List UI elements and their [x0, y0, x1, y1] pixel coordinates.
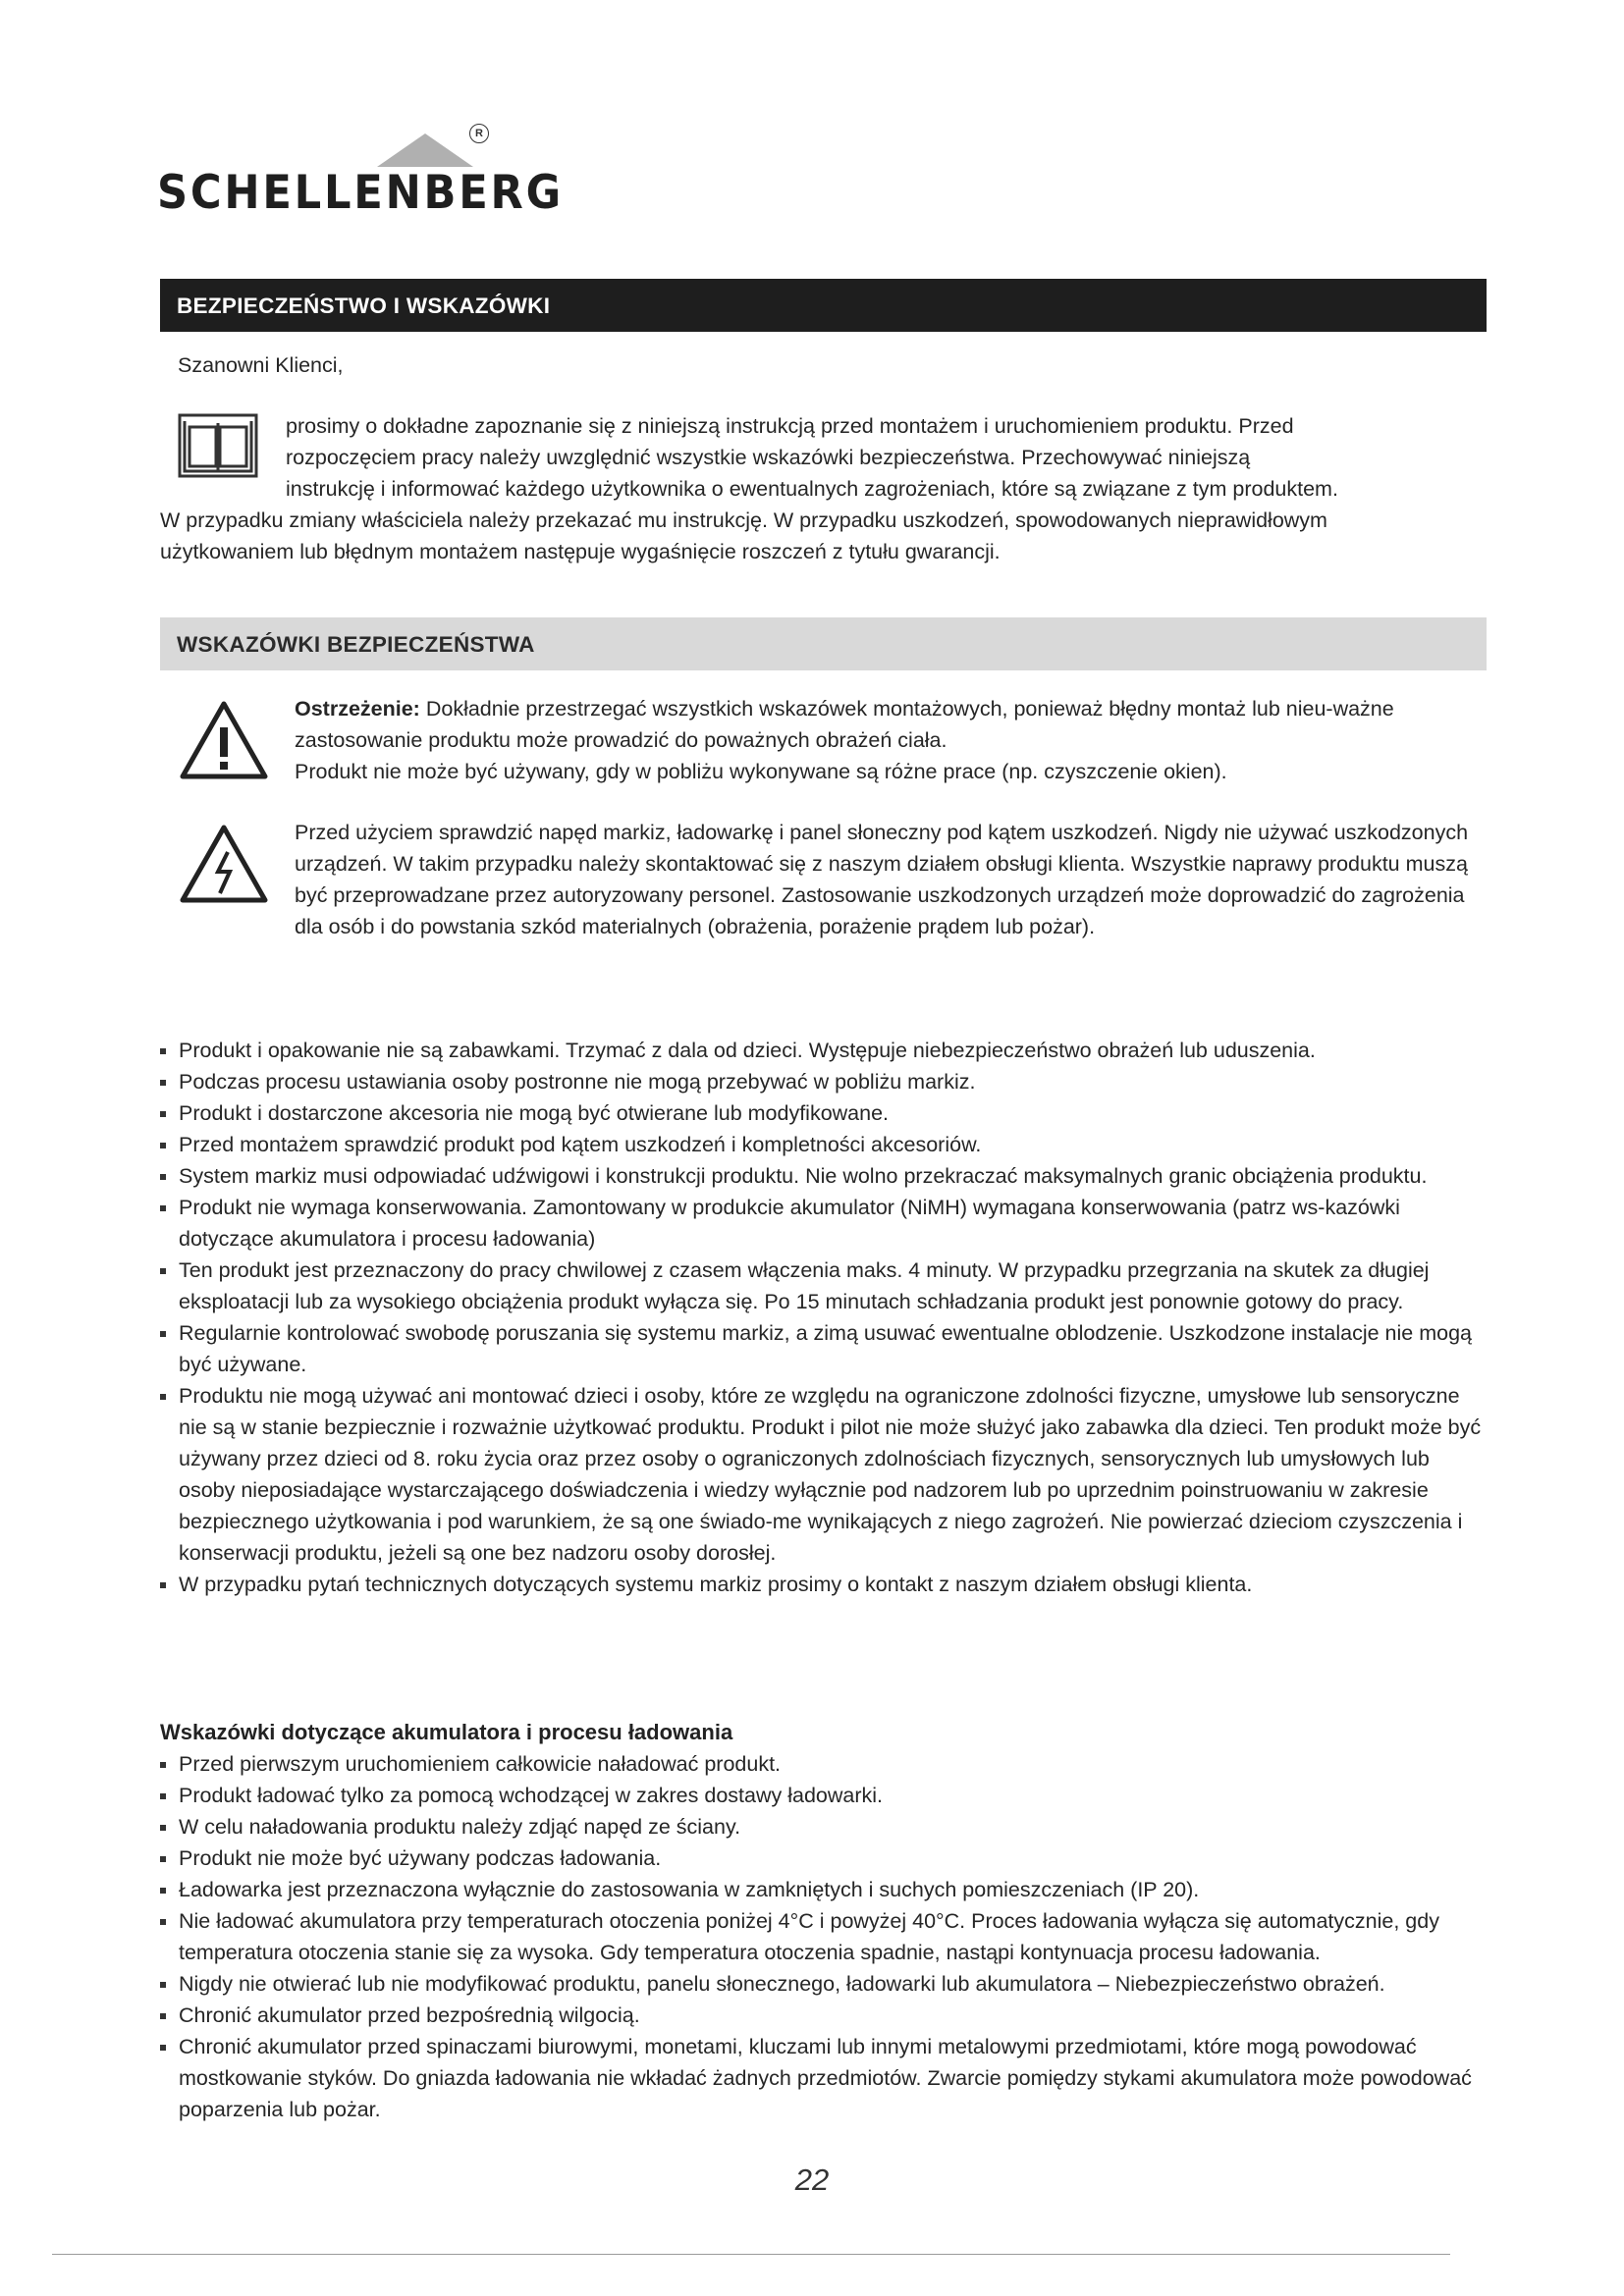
- section-header-safety: [160, 279, 1487, 332]
- list-item: Produkt i dostarczone akcesoria nie mogą być otwierane lub modyfikowane.: [160, 1097, 1488, 1129]
- section-header-safety-notes: [160, 617, 1487, 670]
- list-item: Produkt nie wymaga konserwowania. Zamontowany w produkcie akumulator (NiMH) wymagana konserwowania (patrz ws-kazówki dotyczące akumulatora i procesu ładowania): [160, 1192, 1488, 1255]
- warning-text-2: Produkt nie może być używany, gdy w pobliżu wykonywane są różne prace (np. czyszczenie okien).: [295, 760, 1227, 783]
- list-item: Podczas procesu ustawiania osoby postronne nie mogą przebywać w pobliżu markiz.: [160, 1066, 1488, 1097]
- list-item: Nigdy nie otwierać lub nie modyfikować produktu, panelu słonecznego, ładowarki lub akumulatora – Niebezpieczeństwo obrażeń.: [160, 1968, 1488, 2000]
- list-item: Produkt ładować tylko za pomocą wchodzącej w zakres dostawy ładowarki.: [160, 1780, 1488, 1811]
- warning-triangle-icon: [179, 699, 269, 781]
- list-item: Ten produkt jest przeznaczony do pracy chwilowej z czasem włączenia maks. 4 minuty. W przypadku przegrzania na skutek za długiej eksploatacji lub za wysokiego obciążenia produkt wyłącza się. Po 15 minutach schładzania produkt jest ponownie gotowy do pracy.: [160, 1255, 1488, 1317]
- intro-line-3: instrukcję i informować każdego użytkownika o ewentualnych zagrożeniach, które są związane z tym produktem.: [286, 477, 1338, 501]
- list-item: Regularnie kontrolować swobodę poruszania się systemu markiz, a zimą usuwać ewentualne oblodzenie. Uszkodzone instalacje nie mogą być używane.: [160, 1317, 1488, 1380]
- list-item: Nie ładować akumulatora przy temperaturach otoczenia poniżej 4°C i powyżej 40°C. Proces ładowania wyłącza się automatycznie, gdy temperatura otoczenia stanie się za wysoka. Gdy temperatura otoczenia spadnie, nastąpi kontynuacja procesu ładowania.: [160, 1905, 1488, 1968]
- warning-label: Ostrzeżenie:: [295, 697, 420, 721]
- list-item: Produktu nie mogą używać ani montować dzieci i osoby, które ze względu na ograniczone zdolności fizyczne, umysłowe lub sensoryczne nie są w stanie bezpiecznie i rozważnie użytkować produktu. Produkt i pilot nie może służyć jako zabawka dla dzieci. Ten produkt może być używany przez dzieci od 8. roku życia oraz przez osoby o ograniczonych zdolnościach fizycznych, sensorycznych lub umysłowych lub osoby nieposiadające wystarczającego doświadczenia i wiedzy wyłącznie pod nadzorem lub po uprzednim poinstruowaniu w zakresie bezpiecznego użytkowania i pod warunkiem, że są one świado-me wynikających z niego zagrożeń. Nie powierzać dzieciom czyszczenia i konserwacji produktu, jeżeli są one bez nadzoru osoby dorosłej.: [160, 1380, 1488, 1569]
- warning-text: Dokładnie przestrzegać wszystkich wskazówek montażowych, ponieważ błędny montaż lub nieu-ważne zastosowanie produktu może prowadzić do poważnych obrażeń ciała.: [295, 697, 1394, 752]
- registered-trademark-icon: R: [469, 124, 489, 143]
- roof-logo-icon: [377, 133, 473, 167]
- safety-bullet-list: [160, 1035, 1488, 1600]
- greeting: Szanowni Klienci,: [178, 353, 344, 377]
- list-item: W celu naładowania produktu należy zdjąć napęd ze ściany.: [160, 1811, 1488, 1842]
- brand-name: SCHELLENBERG: [157, 166, 564, 220]
- intro-line-1: prosimy o dokładne zapoznanie się z niniejszą instrukcją przed montażem i uruchomieniem produktu. Przed: [286, 414, 1294, 438]
- list-item: Chronić akumulator przed bezpośrednią wilgocią.: [160, 2000, 1488, 2031]
- warning-paragraph: [295, 693, 1473, 756]
- list-item: Ładowarka jest przeznaczona wyłącznie do zastosowania w zamkniętych i suchych pomieszczeniach (IP 20).: [160, 1874, 1488, 1905]
- battery-bullet-list: [160, 1748, 1488, 2125]
- page-number: 22: [794, 2163, 830, 2197]
- list-item: Przed pierwszym uruchomieniem całkowicie naładować produkt.: [160, 1748, 1488, 1780]
- list-item: Przed montażem sprawdzić produkt pod kątem uszkodzeń i kompletności akcesoriów.: [160, 1129, 1488, 1160]
- electric-hazard-icon: [179, 823, 269, 905]
- open-book-icon: [178, 413, 258, 478]
- list-item: System markiz musi odpowiadać udźwigowi i konstrukcji produktu. Nie wolno przekraczać maksymalnych granic obciążenia produktu.: [160, 1160, 1488, 1192]
- list-item: Produkt i opakowanie nie są zabawkami. Trzymać z dala od dzieci. Występuje niebezpieczeństwo obrażeń lub uduszenia.: [160, 1035, 1488, 1066]
- brand-logo: [157, 124, 564, 222]
- intro-line-2: rozpoczęciem pracy należy uwzględnić wszystkie wskazówki bezpieczeństwa. Przechowywać niniejszą: [286, 446, 1251, 469]
- intro-line-4: W przypadku zmiany właściciela należy przekazać mu instrukcję. W przypadku uszkodzeń, spowodowanych nieprawidłowym: [160, 508, 1327, 532]
- electric-hazard-text: Przed użyciem sprawdzić napęd markiz, ładowarkę i panel słoneczny pod kątem uszkodzeń. Nigdy nie używać uszkodzonych urządzeń. W takim przypadku należy skontaktować się z naszym działem obsługi klienta. Wszystkie naprawy produktu muszą być przeprowadzane przez autoryzowany personel. Zastosowanie uszkodzonych urządzeń może doprowadzić do zagrożenia dla osób i do powstania szkód materialnych (obrażenia, porażenie prądem lub pożar).: [295, 821, 1469, 938]
- list-item: W przypadku pytań technicznych dotyczących systemu markiz prosimy o kontakt z naszym działem obsługi klienta.: [160, 1569, 1488, 1600]
- section-title: BEZPIECZEŃSTWO I WSKAZÓWKI: [177, 294, 551, 318]
- footer-divider: [52, 2254, 1450, 2255]
- intro-line-5: użytkowaniem lub błędnym montażem następuje wygaśnięcie roszczeń z tytułu gwarancji.: [160, 540, 1001, 563]
- section-title: WSKAZÓWKI BEZPIECZEŃSTWA: [177, 632, 535, 657]
- list-item: Chronić akumulator przed spinaczami biurowymi, monetami, kluczami lub innymi metalowymi przedmiotami, które mogą powodować mostkowanie styków. Do gniazda ładowania nie wkładać żadnych przedmiotów. Zwarcie pomiędzy stykami akumulatora może powodować poparzenia lub pożar.: [160, 2031, 1488, 2125]
- battery-section-title: Wskazówki dotyczące akumulatora i procesu ładowania: [160, 1720, 733, 1744]
- list-item: Produkt nie może być używany podczas ładowania.: [160, 1842, 1488, 1874]
